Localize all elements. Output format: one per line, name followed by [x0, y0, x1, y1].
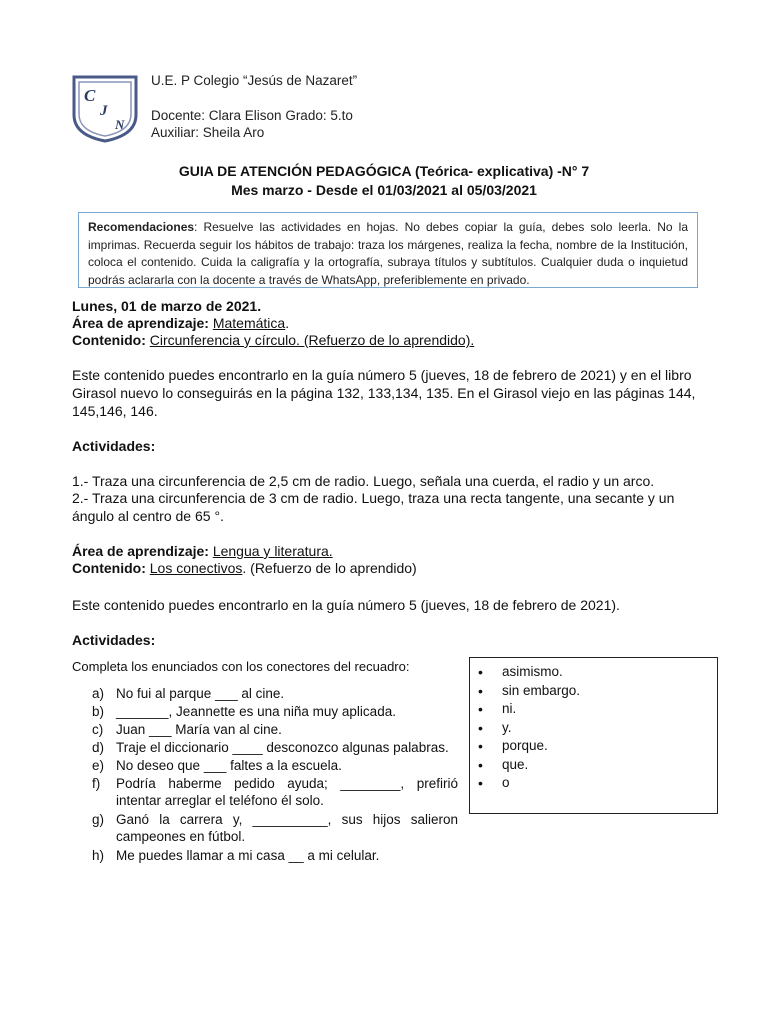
math-intro: Este contenido puedes encontrarlo en la guía número 5 (jueves, 18 de febrero de 2021) y en el libro Girasol nuevo lo conseguirás en la página 132, 133,134, 135. En el Girasol viejo en las páginas 144, 145,146, 146. [72, 367, 696, 419]
recommendations-label: Recomendaciones [88, 220, 195, 234]
language-area: Área de aprendizaje: Lengua y literatura. [72, 543, 333, 559]
logo-letter-j: J [100, 103, 108, 119]
school-logo [70, 73, 140, 143]
math-area: Área de aprendizaje: Matemática. [72, 315, 290, 331]
connector-item: • y. [502, 719, 512, 737]
guide-title: GUIA DE ATENCIÓN PEDAGÓGICA (Teórica- explicativa) -N° 7 [178, 163, 590, 179]
guide-dates: Mes marzo - Desde el 01/03/2021 al 05/03/2021 [231, 182, 537, 198]
math-date: Lunes, 01 de marzo de 2021. [72, 298, 262, 314]
math-content: Contenido: Circunferencia y círculo. (Refuerzo de lo aprendido). [72, 332, 475, 348]
assistant-line: Auxiliar: Sheila Aro [151, 125, 265, 140]
connector-item: • sin embargo. [502, 682, 580, 700]
language-activities-label: Actividades: [72, 632, 156, 648]
math-activities-label: Actividades: [72, 438, 156, 454]
language-content: Contenido: Los conectivos. (Refuerzo de lo aprendido) [72, 560, 417, 576]
logo-letter-n: N [115, 117, 125, 132]
connector-item: • que. [502, 756, 528, 774]
school-name: U.E. P Colegio “Jesús de Nazaret” [151, 73, 358, 88]
language-intro: Este contenido puedes encontrarlo en la guía número 5 (jueves, 18 de febrero de 2021). [72, 597, 620, 613]
connector-item: • porque. [502, 737, 548, 755]
math-activity-1: 1.- Traza una circunferencia de 2,5 cm de radio. Luego, señala una cuerda, el radio y un arco. [72, 473, 655, 489]
connector-item: • ni. [502, 700, 516, 718]
connector-item: • asimismo. [502, 663, 563, 681]
recommendations-box [78, 212, 698, 288]
logo-letter-c: C [84, 86, 96, 105]
teacher-line: Docente: Clara Elison Grado: 5.to [151, 108, 353, 123]
language-instruction: Completa los enunciados con los conectores del recuadro: [72, 659, 410, 674]
connector-item: • o [502, 774, 510, 792]
recommendations-text: : Resuelve las actividades en hojas. No debes copiar la guía, debes solo leerla. No la imprimas. Recuerda seguir los hábitos de trabajo: traza los márgenes, realiza la fecha, nombre de la Institución, coloca el contenido. Cuida la caligrafía y la ortografía, subraya títulos y subtítulos. Cualquier duda o inquietud podrás aclararla con la docente a través de WhatsApp, preferiblemente en privado. [88, 220, 688, 287]
math-activity-2: 2.- Traza una circunferencia de 3 cm de radio. Luego, traza una recta tangente, una secante y un ángulo al centro de 65 °. [72, 490, 675, 524]
connectors-box [469, 657, 718, 814]
